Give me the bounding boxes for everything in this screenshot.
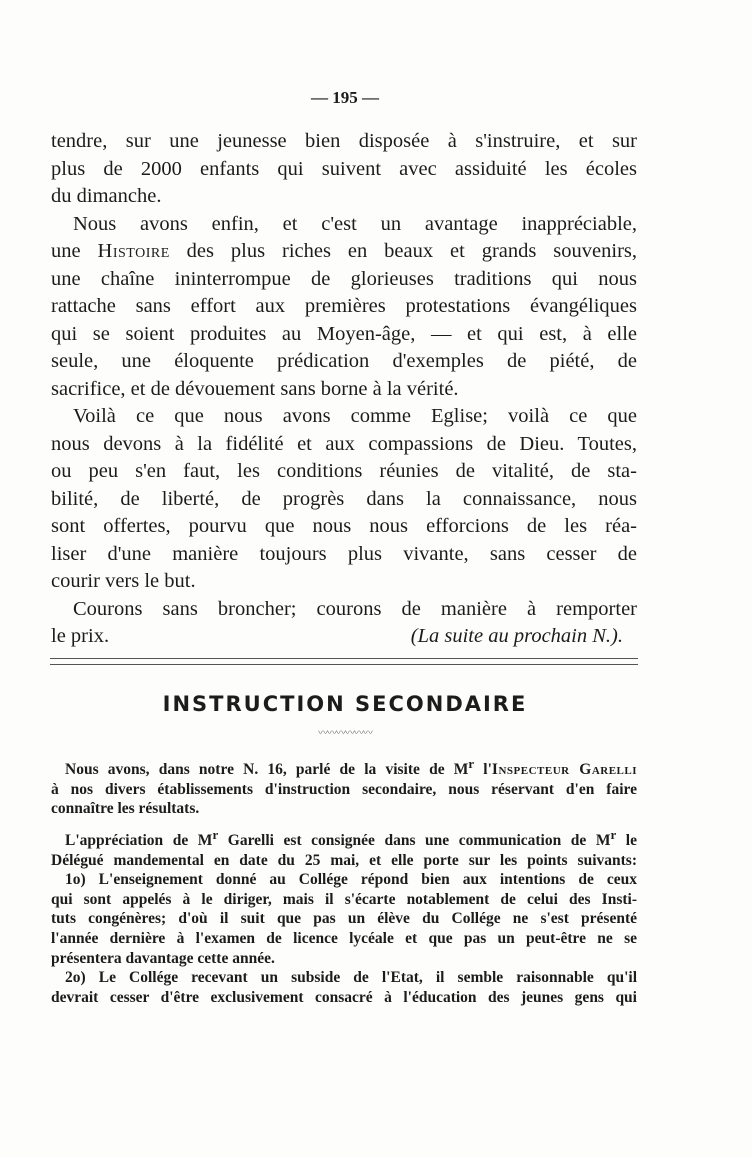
inspector-small-caps: Inspecteur Garelli — [491, 761, 637, 779]
text-line: courir vers le but. — [51, 570, 196, 592]
text-line: Nous avons enfin, et c'est un avantage inappréciable, — [73, 212, 637, 235]
text-fragment: Nous avons, dans notre N. 16, parlé de la visite de M — [65, 761, 469, 779]
text-line: l'année dernière à l'examen de licence lycéale et que pas un peut-être ne se — [51, 930, 637, 948]
superscript: r — [610, 826, 617, 842]
text-line: rattache sans effort aux premières protestations évangéliques — [51, 295, 637, 317]
text-line — [51, 754, 637, 780]
histoire-small-caps: Histoire — [97, 240, 170, 262]
text-line: nous devons à la fidélité et aux compassions de Dieu. Toutes, — [51, 432, 637, 455]
text-line: plus de 2000 enfants qui suivent avec assiduité les écoles — [51, 157, 637, 180]
superscript: r — [212, 826, 219, 842]
text-line: Voilà ce que nous avons comme Eglise; voilà ce que — [73, 405, 637, 427]
text-line — [51, 825, 637, 851]
continuation-note: (La suite au prochain N.). — [410, 625, 623, 647]
text-line: qui sont appelés à le diriger, mais il s'écarte notablement de celui des Insti- — [51, 890, 637, 908]
text-line: devrait cesser d'être exclusivement consacré à l'éducation des jeunes gens qui — [51, 988, 637, 1006]
text-line: Délégué mandemental en date du 25 mai, et elle porte sur les points suivants: — [51, 851, 637, 869]
text-line: ou peu s'en faut, les conditions réunies de vitalité, de sta- — [51, 460, 637, 482]
section-divider — [50, 658, 638, 665]
text-line: tendre, sur une jeunesse bien disposée à s'instruire, et sur — [51, 130, 637, 152]
text-line: une chaîne ininterrompue de glorieuses traditions qui nous — [51, 267, 637, 290]
text-fragment: l' — [474, 761, 492, 779]
text-line: à nos divers établissements d'instruction secondaire, nous réservant d'en faire — [51, 780, 637, 798]
text-line: tuts congénères; d'où il suit que pas un élève du Collége ne s'est présenté — [51, 910, 637, 928]
text-fragment: une — [51, 240, 81, 262]
text-line: du dimanche. — [51, 185, 162, 207]
text-line: sont offertes, pourvu que nous nous efforcions de les réa- — [51, 515, 637, 537]
text-line: connaître les résultats. — [51, 800, 200, 818]
text-line: 1o) L'enseignement donné au Collége répond bien aux intentions de ceux — [65, 871, 637, 889]
text-line: Courons sans broncher; courons de manière à remporter — [73, 597, 637, 620]
text-fragment: le — [616, 832, 637, 850]
text-fragment: le prix. — [51, 625, 110, 647]
article-body — [51, 128, 637, 651]
text-line: seule, une éloquente prédication d'exemples de piété, de — [51, 350, 637, 372]
section-body — [51, 754, 637, 1007]
page-number: — 195 — — [311, 88, 379, 107]
text-fragment: des plus riches en beaux et grands souvenirs, — [186, 240, 637, 262]
text-line: 2o) Le Collége recevant un subside de l'Etat, il semble raisonnable qu'il — [65, 969, 637, 987]
text-line: liser d'une manière toujours plus vivante, sans cesser de — [51, 542, 637, 565]
title-ornament: 〰〰〰〰〰〰 — [318, 728, 372, 739]
text-line: présentera davantage cette année. — [51, 949, 275, 967]
text-line: bilité, de liberté, de progrès dans la connaissance, nous — [51, 487, 637, 510]
section-title: INSTRUCTION SECONDAIRE — [162, 692, 528, 716]
superscript: r — [468, 756, 475, 771]
text-fragment: L'appréciation de M — [65, 832, 213, 850]
text-fragment: Garelli est consignée dans une communication de M — [218, 832, 611, 850]
text-line: sacrifice, et de dévouement sans borne à la vérité. — [51, 377, 459, 400]
text-line: qui se soient produites au Moyen-âge, — et qui est, à elle — [51, 322, 637, 345]
text-line — [51, 238, 637, 266]
text-line — [51, 623, 637, 651]
